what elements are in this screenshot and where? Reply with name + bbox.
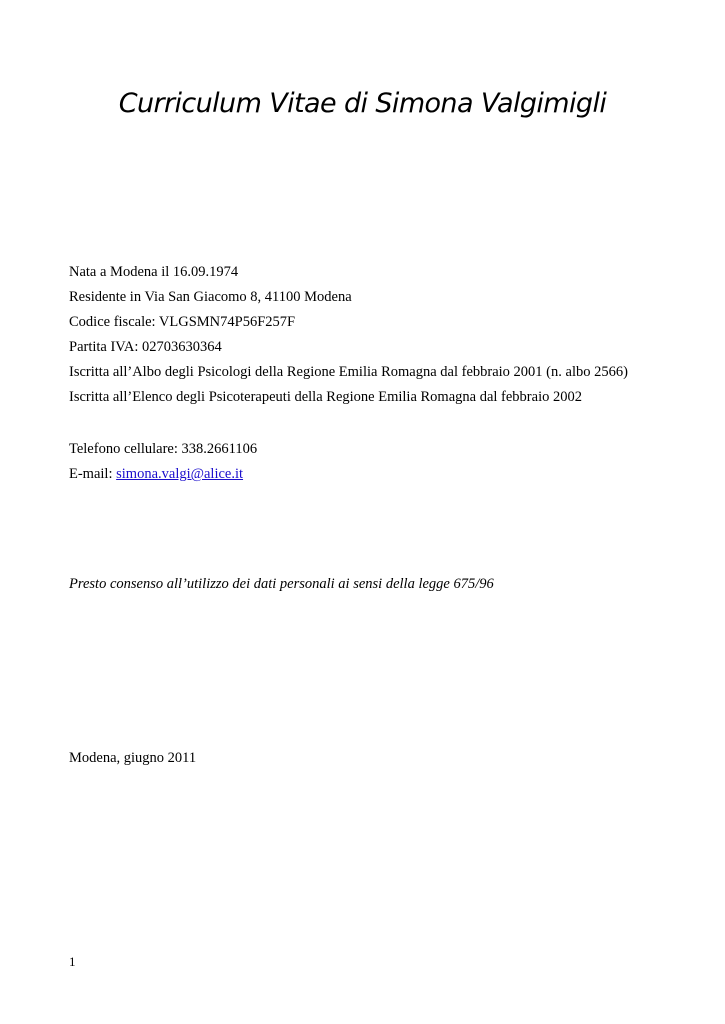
- personal-info-block: [69, 260, 628, 410]
- residence-info: Residente in Via San Giacomo 8, 41100 Modena: [69, 289, 352, 305]
- place-and-date: Modena, giugno 2011: [69, 750, 197, 766]
- page-number: 1: [69, 954, 76, 969]
- tax-code-info: Codice fiscale: VLGSMN74P56F257F: [69, 314, 296, 330]
- phone-info: Telefono cellulare: 338.2661106: [69, 441, 258, 457]
- document-title: Curriculum Vitae di Simona Valgimigli: [118, 88, 607, 119]
- email-label: E-mail:: [69, 466, 117, 482]
- vat-number-info: Partita IVA: 02703630364: [69, 339, 222, 355]
- privacy-consent-statement: Presto consenso all’utilizzo dei dati personali ai sensi della legge 675/96: [69, 576, 494, 592]
- psychologists-register-info: Iscritta all’Albo degli Psicologi della Regione Emilia Romagna dal febbraio 2001 (n. albo 2566): [69, 364, 628, 380]
- psychotherapists-register-info: Iscritta all’Elenco degli Psicoterapeuti della Regione Emilia Romagna dal febbraio 2002: [69, 389, 582, 405]
- email-info: [69, 462, 257, 487]
- contact-block: [69, 437, 257, 487]
- birth-info: Nata a Modena il 16.09.1974: [69, 264, 239, 280]
- email-link[interactable]: simona.valgi@alice.it: [116, 466, 244, 482]
